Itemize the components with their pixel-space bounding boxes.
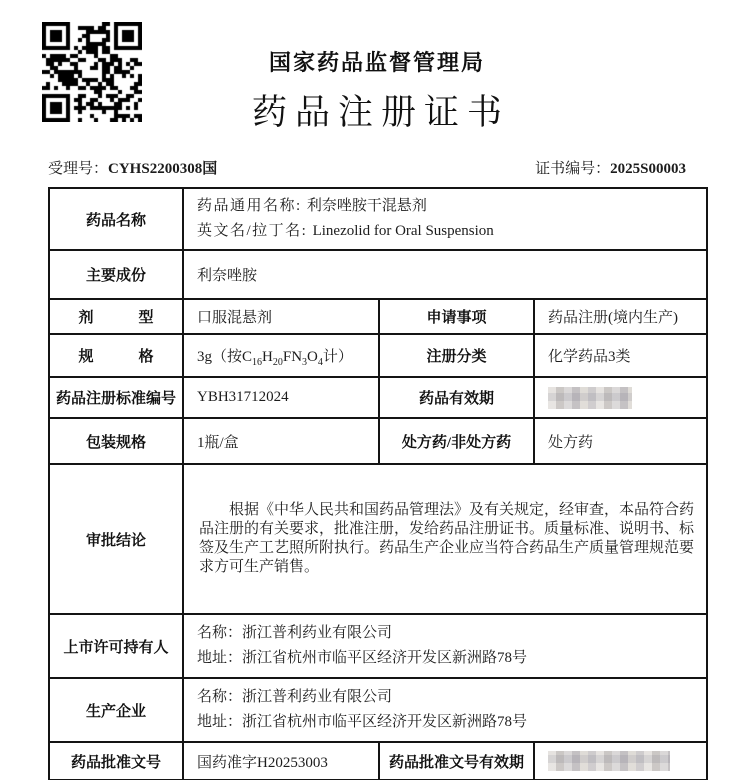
drug-validity-label: 药品有效期: [379, 377, 534, 418]
dosage-form-label: 剂 型: [49, 299, 183, 334]
holder-addr-key: 地址：: [197, 650, 243, 666]
row-license-holder: [49, 614, 707, 678]
spec-value: [183, 334, 379, 377]
certificate-table: [48, 187, 708, 780]
acceptance-number-label: 受理号：: [48, 161, 109, 177]
row-main-ingredient: [49, 250, 707, 299]
acceptance-number-value: CYHS2200308国: [108, 161, 218, 177]
redacted-mosaic: [548, 387, 632, 409]
holder-name: [197, 621, 696, 646]
manufacturer-name-key: 名称：: [197, 689, 243, 705]
rx-type-value: 处方药: [534, 418, 707, 464]
spec-sub: 4: [317, 357, 323, 368]
approval-validity-label: 药品批准文号有效期: [379, 742, 534, 780]
dosage-form-value: 口服混悬剂: [183, 299, 379, 334]
generic-name-value: 利奈唑胺干混悬剂: [306, 198, 427, 214]
conclusion-label: 审批结论: [49, 464, 183, 614]
holder-name-key: 名称：: [197, 625, 243, 641]
row-drug-name: [49, 188, 707, 250]
reg-class-label: 注册分类: [379, 334, 534, 377]
spec-text: 3g（按C: [197, 349, 253, 365]
standard-no-value: YBH31712024: [183, 377, 379, 418]
spec-sub: 16: [252, 357, 263, 368]
row-dosage-form: [49, 299, 707, 334]
spec-text: H: [262, 349, 273, 365]
spec-sub: 20: [272, 357, 283, 368]
manufacturer-label: 生产企业: [49, 678, 183, 742]
drug-english-name: [197, 219, 696, 244]
manufacturer-name-value: 浙江普利药业有限公司: [242, 689, 393, 705]
spec-text: O: [307, 349, 318, 365]
approval-no-value: 国药准字H20253003: [183, 742, 379, 780]
row-approval-conclusion: [49, 464, 707, 614]
holder-name-value: 浙江普利药业有限公司: [242, 625, 393, 641]
certificate-number-value: 2025S00003: [610, 161, 686, 177]
drug-generic-name: [197, 194, 696, 219]
conclusion-value: [183, 464, 707, 614]
spec-sub: 3: [302, 357, 308, 368]
certificate-title: 药品注册证书: [251, 93, 510, 132]
row-approval-number: [49, 742, 707, 780]
spec-label: 规 格: [49, 334, 183, 377]
conclusion-text: 根据《中华人民共和国药品管理法》及有关规定，经审查，本品符合药品注册的有关要求，批准注册，发给药品注册证书。质量标准、说明书、标签及生产工艺照所附执行。药品生产企业应当符合药品生产质量管理规范要求方可生产销售。: [199, 502, 695, 575]
approval-no-label: 药品批准文号: [49, 742, 183, 780]
acceptance-number: [48, 157, 217, 178]
spec-text: FN: [282, 349, 303, 365]
drug-name-label: 药品名称: [49, 188, 183, 250]
application-label: 申请事项: [379, 299, 534, 334]
spec-text: 计）: [322, 349, 353, 365]
reg-class-value: 化学药品3类: [534, 334, 707, 377]
holder-address: [197, 646, 696, 671]
row-manufacturer: [49, 678, 707, 742]
drug-name-value: [183, 188, 707, 250]
holder-addr-value: 浙江省杭州市临平区经济开发区新洲路78号: [242, 650, 528, 666]
drug-validity-value: [534, 377, 707, 418]
ingredient-label: 主要成份: [49, 250, 183, 299]
issuing-authority: 国家药品监督管理局: [268, 50, 485, 75]
manufacturer-value: [183, 678, 707, 742]
package-value: 1瓶/盒: [183, 418, 379, 464]
redacted-mosaic: [548, 751, 670, 771]
certificate-number: [535, 157, 706, 178]
rx-type-label: 处方药/非处方药: [379, 418, 534, 464]
generic-name-key: 药品通用名称:: [197, 198, 307, 214]
certificate-number-label: 证书编号：: [535, 161, 611, 177]
certificate-header: [48, 0, 706, 133]
standard-no-label: 药品注册标准编号: [49, 377, 183, 418]
manufacturer-name: [197, 685, 696, 710]
manufacturer-addr-value: 浙江省杭州市临平区经济开发区新洲路78号: [242, 714, 528, 730]
english-name-value: Linezolid for Oral Suspension: [312, 223, 494, 239]
meta-row: [48, 157, 706, 178]
holder-value: [183, 614, 707, 678]
approval-validity-value: [534, 742, 707, 780]
manufacturer-address: [197, 710, 696, 735]
english-name-key: 英文名/拉丁名:: [197, 223, 313, 239]
row-standard-number: [49, 377, 707, 418]
row-package: [49, 418, 707, 464]
qr-code-icon: [42, 22, 142, 122]
ingredient-value: 利奈唑胺: [183, 250, 707, 299]
package-label: 包装规格: [49, 418, 183, 464]
holder-label: 上市许可持有人: [49, 614, 183, 678]
application-value: 药品注册(境内生产): [534, 299, 707, 334]
manufacturer-addr-key: 地址：: [197, 714, 243, 730]
row-specification: [49, 334, 707, 377]
